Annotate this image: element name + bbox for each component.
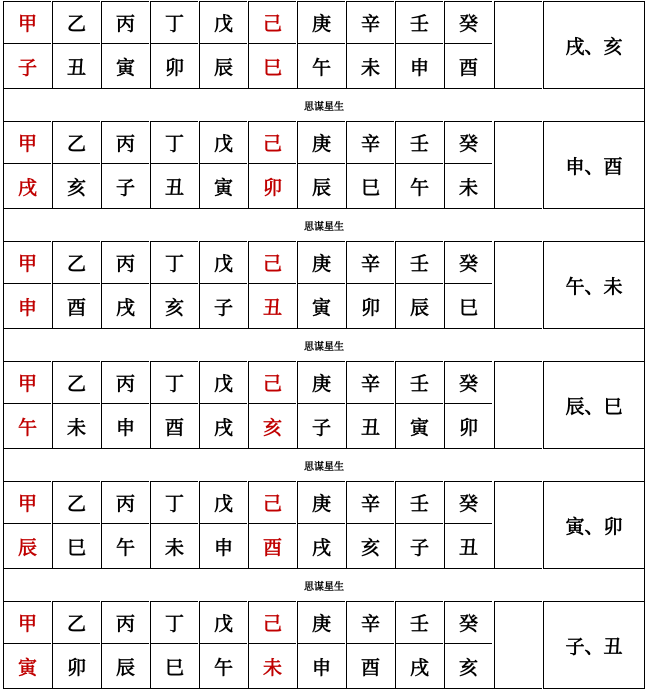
branch-cell: 未 — [248, 643, 296, 688]
branch-cell: 寅 — [3, 643, 51, 688]
stem-cell: 庚 — [297, 1, 345, 43]
branch-cell: 亥 — [346, 523, 394, 568]
branch-cell: 卯 — [248, 163, 296, 208]
decade-block — [3, 121, 645, 209]
stem-cell: 丁 — [150, 1, 198, 43]
blank-cell — [494, 481, 542, 569]
stem-cell: 甲 — [3, 601, 51, 643]
stem-cell: 甲 — [3, 121, 51, 163]
branch-cell: 酉 — [52, 283, 100, 328]
stem-cell: 丁 — [150, 121, 198, 163]
stem-cell: 丙 — [101, 361, 149, 403]
branch-cell: 寅 — [101, 43, 149, 88]
branch-cell: 午 — [297, 43, 345, 88]
blank-cell — [494, 1, 542, 89]
blank-cell — [494, 241, 542, 329]
separator-label: 思谋星生 — [3, 569, 645, 601]
decade-block — [3, 1, 645, 89]
stem-cell: 己 — [248, 1, 296, 43]
branch-cell: 申 — [395, 43, 443, 88]
stem-cell: 乙 — [52, 361, 100, 403]
decade-block — [3, 601, 645, 689]
stem-cell: 戊 — [199, 481, 247, 523]
branch-cell: 申 — [199, 523, 247, 568]
stem-cell: 庚 — [297, 481, 345, 523]
stem-cell: 丙 — [101, 1, 149, 43]
blank-cell — [494, 121, 542, 209]
blank-cell — [494, 601, 542, 689]
branch-cell: 申 — [3, 283, 51, 328]
branch-cell: 酉 — [346, 643, 394, 688]
stem-cell: 戊 — [199, 121, 247, 163]
stem-cell: 甲 — [3, 481, 51, 523]
stem-cell: 丁 — [150, 481, 198, 523]
branch-cell: 戌 — [297, 523, 345, 568]
branch-cell: 辰 — [199, 43, 247, 88]
stem-cell: 辛 — [346, 601, 394, 643]
branch-cell: 酉 — [444, 43, 492, 88]
stem-cell: 庚 — [297, 121, 345, 163]
void-branches-cell: 戌、亥 — [543, 1, 645, 89]
branch-cell: 丑 — [444, 523, 492, 568]
branch-cell: 辰 — [101, 643, 149, 688]
stem-cell: 壬 — [395, 481, 443, 523]
branch-cell: 巳 — [150, 643, 198, 688]
separator-label: 思谋星生 — [3, 209, 645, 241]
blank-cell — [494, 361, 542, 449]
stem-cell: 庚 — [297, 241, 345, 283]
stem-cell: 庚 — [297, 601, 345, 643]
stem-cell: 丙 — [101, 241, 149, 283]
branch-cell: 亥 — [444, 643, 492, 688]
stem-cell: 癸 — [444, 481, 492, 523]
separator-label: 思谋星生 — [3, 329, 645, 361]
stem-cell: 戊 — [199, 241, 247, 283]
sexagenary-void-table — [3, 1, 645, 689]
branch-cell: 未 — [52, 403, 100, 448]
branch-cell: 申 — [297, 643, 345, 688]
branch-cell: 寅 — [199, 163, 247, 208]
stem-cell: 己 — [248, 601, 296, 643]
branch-cell: 辰 — [395, 283, 443, 328]
separator-label: 思谋星生 — [3, 449, 645, 481]
branch-cell: 巳 — [346, 163, 394, 208]
branch-cell: 卯 — [52, 643, 100, 688]
stem-cell: 乙 — [52, 601, 100, 643]
stem-cell: 丙 — [101, 121, 149, 163]
branch-cell: 戌 — [101, 283, 149, 328]
branch-cell: 亥 — [248, 403, 296, 448]
stem-cell: 甲 — [3, 361, 51, 403]
stem-cell: 戊 — [199, 1, 247, 43]
stem-cell: 戊 — [199, 361, 247, 403]
stem-cell: 壬 — [395, 601, 443, 643]
stem-cell: 丁 — [150, 361, 198, 403]
branch-cell: 未 — [444, 163, 492, 208]
stem-cell: 辛 — [346, 481, 394, 523]
stem-cell: 庚 — [297, 361, 345, 403]
branch-cell: 未 — [346, 43, 394, 88]
branch-cell: 午 — [3, 403, 51, 448]
stem-cell: 丁 — [150, 601, 198, 643]
branch-cell: 卯 — [346, 283, 394, 328]
stem-cell: 壬 — [395, 241, 443, 283]
branch-cell: 子 — [199, 283, 247, 328]
stem-cell: 癸 — [444, 1, 492, 43]
stem-cell: 乙 — [52, 1, 100, 43]
branch-cell: 午 — [395, 163, 443, 208]
void-branches-cell: 辰、巳 — [543, 361, 645, 449]
branch-cell: 巳 — [52, 523, 100, 568]
stem-cell: 癸 — [444, 361, 492, 403]
branch-cell: 戌 — [395, 643, 443, 688]
branch-cell: 亥 — [150, 283, 198, 328]
void-branches-cell: 申、酉 — [543, 121, 645, 209]
row-divider — [3, 688, 494, 689]
stem-cell: 乙 — [52, 241, 100, 283]
stem-cell: 己 — [248, 241, 296, 283]
decade-block — [3, 361, 645, 449]
branch-cell: 寅 — [395, 403, 443, 448]
branch-cell: 寅 — [297, 283, 345, 328]
separator-label: 思谋星生 — [3, 89, 645, 121]
branch-cell: 卯 — [444, 403, 492, 448]
branch-cell: 未 — [150, 523, 198, 568]
branch-cell: 申 — [101, 403, 149, 448]
stem-cell: 壬 — [395, 121, 443, 163]
stem-cell: 乙 — [52, 121, 100, 163]
stem-cell: 辛 — [346, 361, 394, 403]
decade-block — [3, 241, 645, 329]
stem-cell: 丙 — [101, 481, 149, 523]
branch-cell: 子 — [101, 163, 149, 208]
stem-cell: 癸 — [444, 121, 492, 163]
branch-cell: 午 — [101, 523, 149, 568]
branch-cell: 卯 — [150, 43, 198, 88]
void-branches-cell: 寅、卯 — [543, 481, 645, 569]
stem-cell: 甲 — [3, 241, 51, 283]
stem-cell: 壬 — [395, 361, 443, 403]
branch-cell: 巳 — [444, 283, 492, 328]
stem-cell: 壬 — [395, 1, 443, 43]
stem-cell: 甲 — [3, 1, 51, 43]
stem-cell: 丁 — [150, 241, 198, 283]
branch-cell: 酉 — [248, 523, 296, 568]
branch-cell: 辰 — [297, 163, 345, 208]
decade-block — [3, 481, 645, 569]
branch-cell: 丑 — [52, 43, 100, 88]
stem-cell: 丙 — [101, 601, 149, 643]
stem-cell: 癸 — [444, 241, 492, 283]
stem-cell: 己 — [248, 361, 296, 403]
branch-cell: 午 — [199, 643, 247, 688]
stem-cell: 戊 — [199, 601, 247, 643]
branch-cell: 丑 — [150, 163, 198, 208]
branch-cell: 酉 — [150, 403, 198, 448]
branch-cell: 子 — [395, 523, 443, 568]
branch-cell: 巳 — [248, 43, 296, 88]
stem-cell: 辛 — [346, 121, 394, 163]
branch-cell: 丑 — [346, 403, 394, 448]
branch-cell: 辰 — [3, 523, 51, 568]
stem-cell: 乙 — [52, 481, 100, 523]
stem-cell: 辛 — [346, 1, 394, 43]
stem-cell: 癸 — [444, 601, 492, 643]
stem-cell: 己 — [248, 481, 296, 523]
branch-cell: 子 — [3, 43, 51, 88]
stem-cell: 己 — [248, 121, 296, 163]
void-branches-cell: 子、丑 — [543, 601, 645, 689]
branch-cell: 亥 — [52, 163, 100, 208]
branch-cell: 子 — [297, 403, 345, 448]
branch-cell: 丑 — [248, 283, 296, 328]
stem-cell: 辛 — [346, 241, 394, 283]
branch-cell: 戌 — [199, 403, 247, 448]
void-branches-cell: 午、未 — [543, 241, 645, 329]
branch-cell: 戌 — [3, 163, 51, 208]
